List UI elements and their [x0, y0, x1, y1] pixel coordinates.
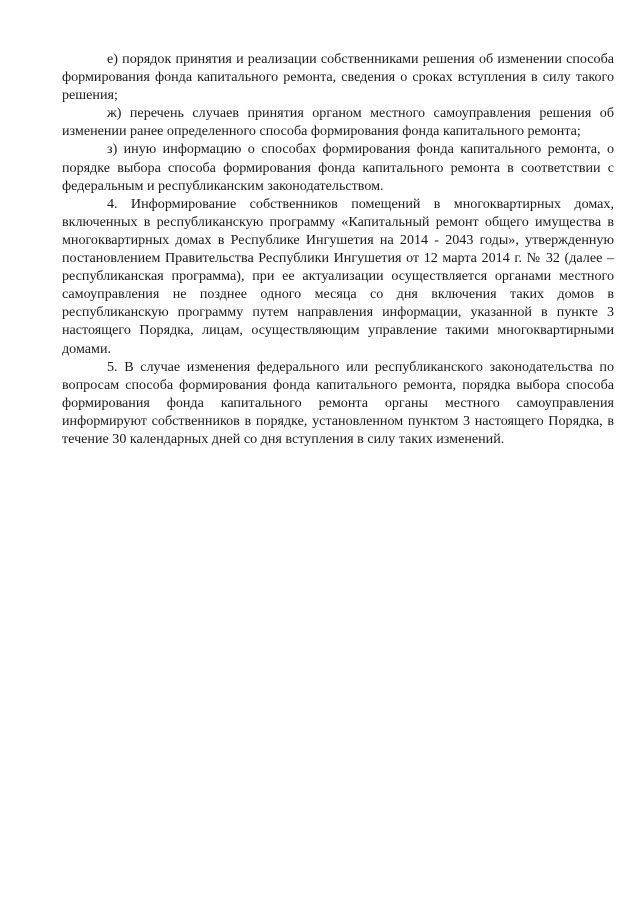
paragraph-clause-5: 5. В случае изменения федерального или республиканского законодательства по вопросам способа формирования фонда капитального ремонта, порядка выбора способа формирования фонда капитального ремонта органы местного самоуправления информируют собственников в порядке, установленном пунктом 3 настоящего Порядка, в течение 30 календарных дней со дня вступления в силу таких изменений. [62, 358, 614, 447]
document-page [62, 50, 614, 448]
paragraph-item-e: е) порядок принятия и реализации собственниками решения об изменении способа формирования фонда капитального ремонта, сведения о сроках вступления в силу такого решения; [62, 51, 614, 104]
paragraph-clause-4: 4. Информирование собственников помещений в многоквартирных домах, включенных в республиканскую программу «Капитальный ремонт общего имущества в многоквартирных домах в Республике Ингушетия на 2014 - 2043 годы», утвержденную постановлением Правительства Республики Ингушетия от 12 марта 2014 г. № 32 (далее – республиканская программа), при ее актуализации осуществляется органами местного самоуправления не позднее одного месяца со дня включения таких домов в республиканскую программу путем направления информации, указанной в пункте 3 настоящего Порядка, лицам, осуществляющим управление такими многоквартирными домами. [62, 195, 614, 357]
paragraph-item-z: з) иную информацию о способах формирования фонда капитального ремонта, о порядке выбора способа формирования фонда капитального ремонта в соответствии с федеральным и республиканским законодательством. [62, 141, 614, 194]
paragraph-item-zh: ж) перечень случаев принятия органом местного самоуправления решения об изменении ранее определенного способа формирования фонда капитального ремонта; [62, 105, 614, 140]
